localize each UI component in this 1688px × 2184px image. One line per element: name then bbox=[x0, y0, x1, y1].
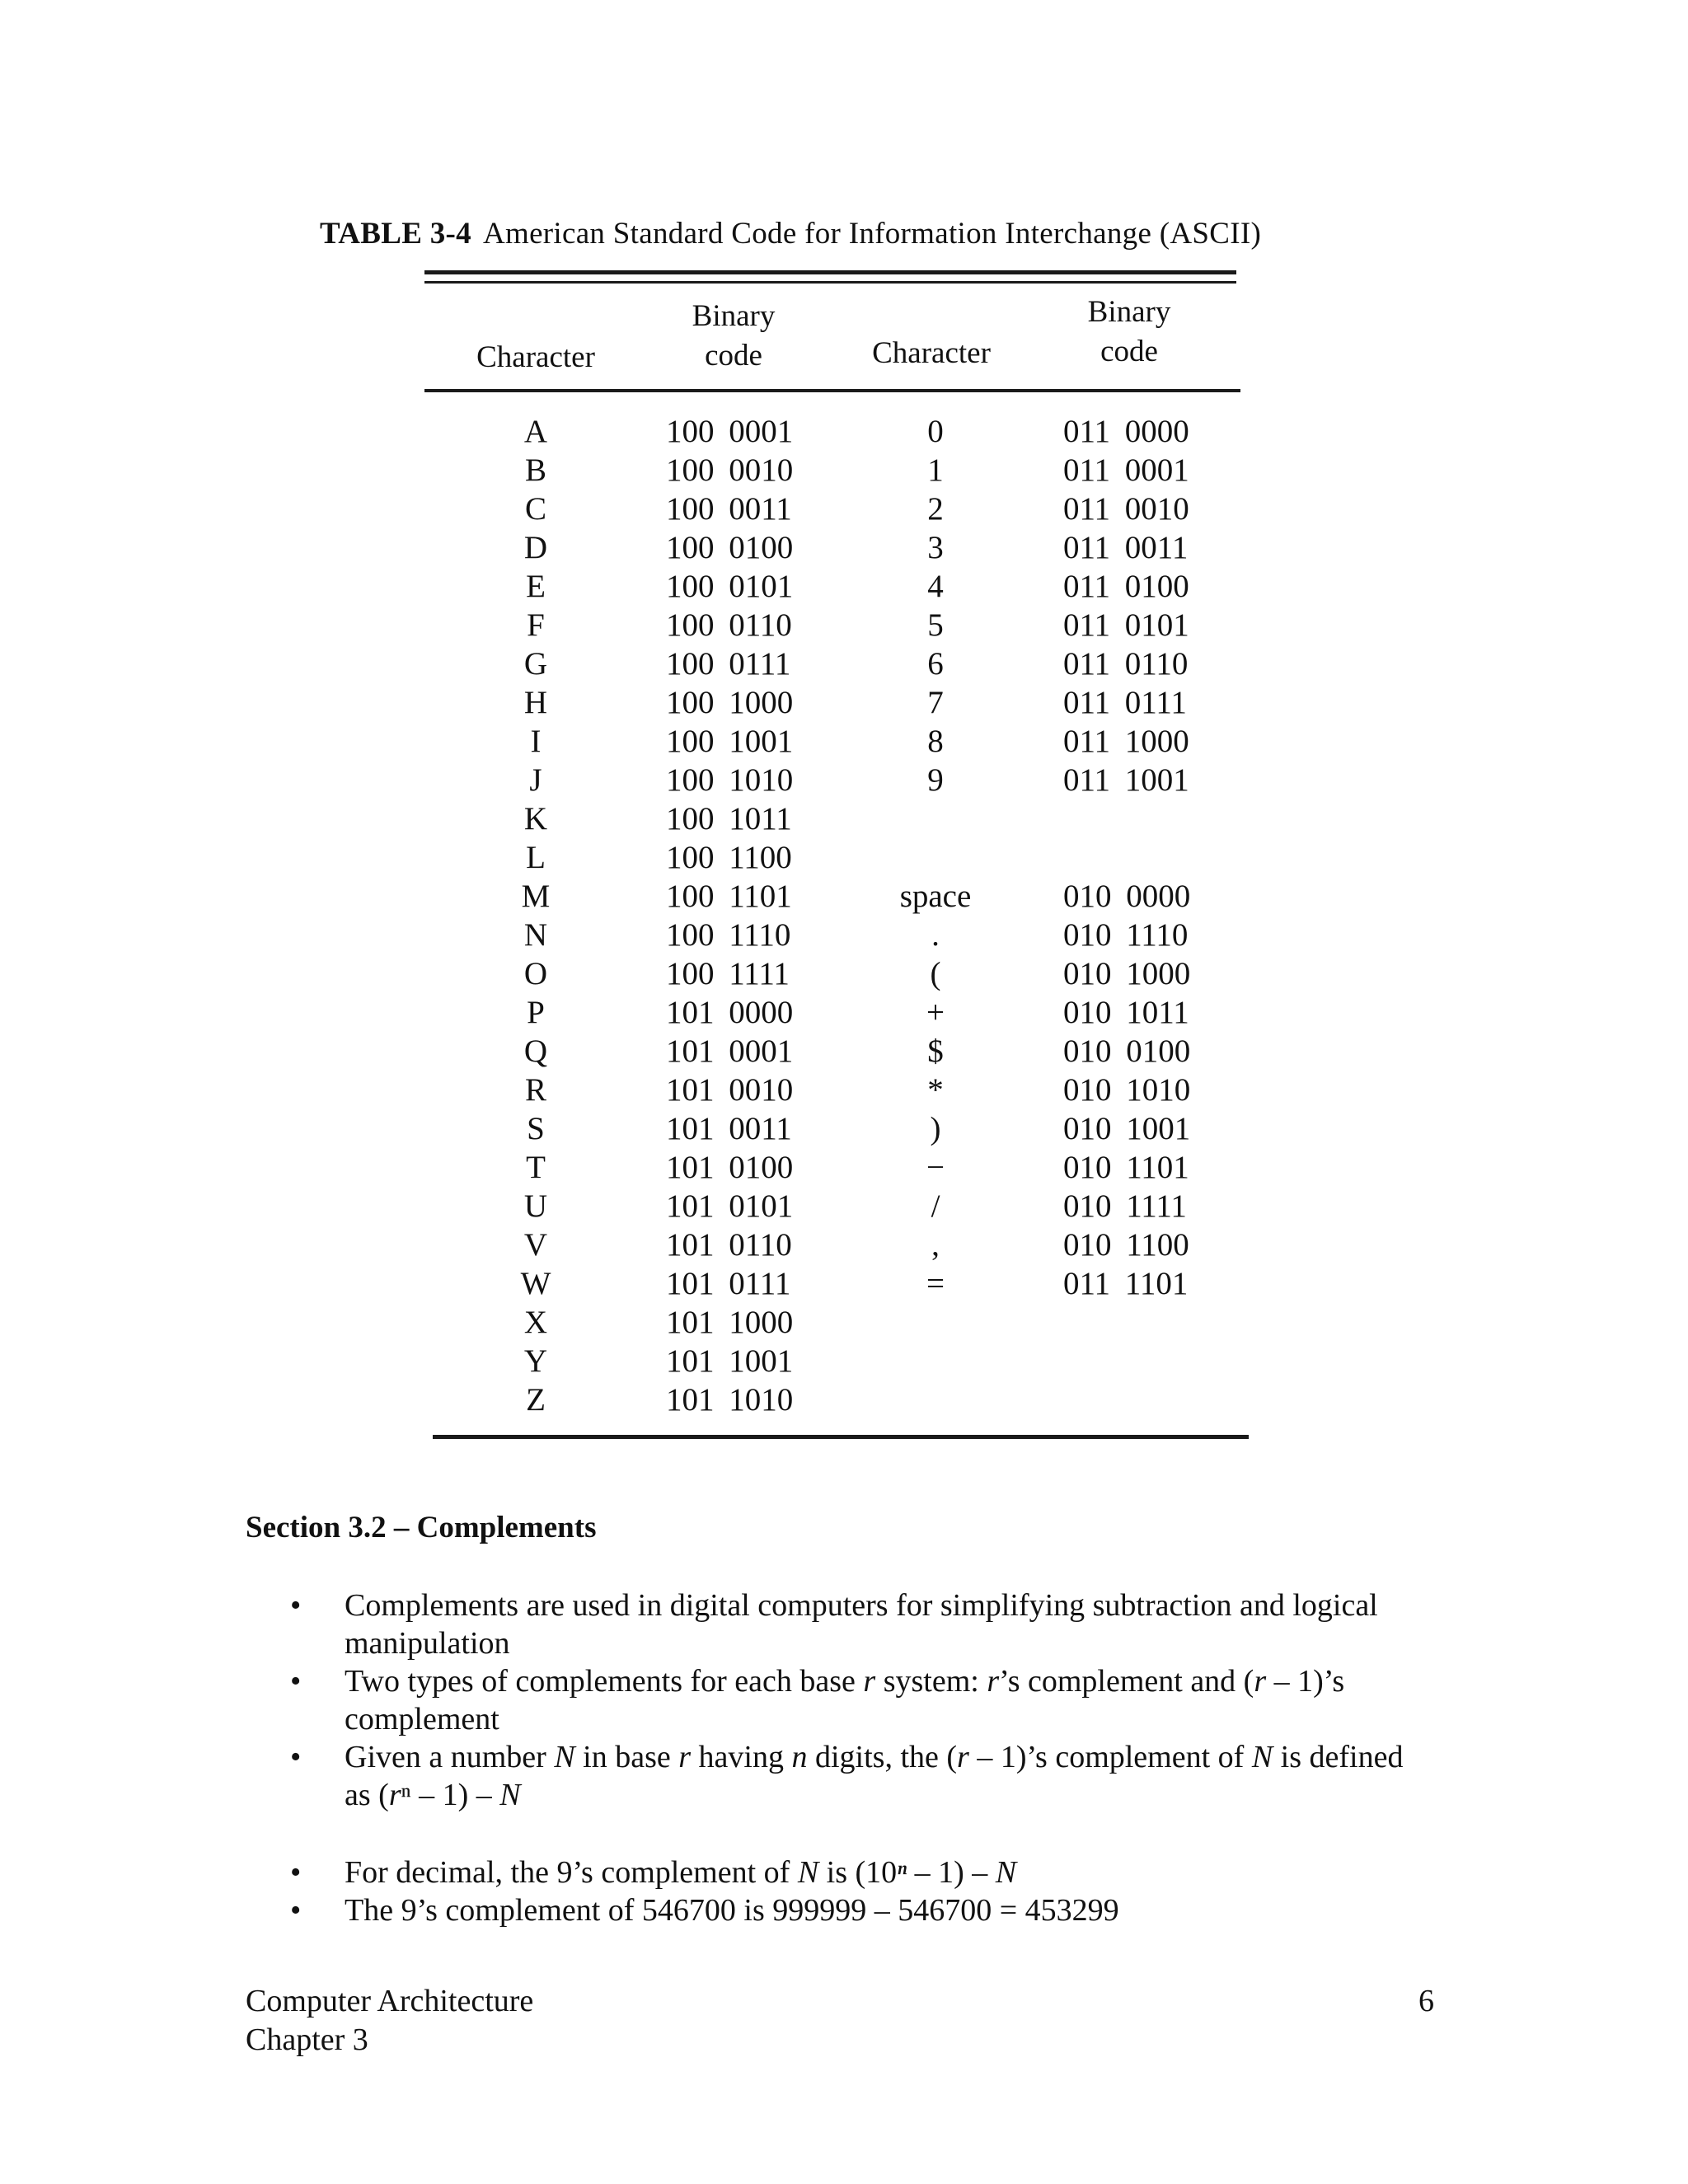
table-cell-other-code: 010 1010 bbox=[1063, 1072, 1191, 1108]
bullet-item bbox=[290, 1854, 1436, 1891]
bullet-item bbox=[290, 1891, 1436, 1929]
table-cell-letter-code: 100 0101 bbox=[666, 569, 794, 604]
table-cell-other-character: 2 bbox=[927, 491, 944, 527]
table-cell-letter: Q bbox=[523, 1033, 548, 1069]
table-cell-other-character: 9 bbox=[927, 762, 944, 798]
table-cell-letter: Z bbox=[526, 1382, 546, 1418]
table-cell-letter: A bbox=[523, 414, 548, 449]
header-binary-code-1-line2: code bbox=[705, 339, 762, 373]
table-cell-letter: W bbox=[520, 1266, 551, 1301]
table-cell-other-character: ( bbox=[930, 956, 941, 991]
bullet-item bbox=[290, 1586, 1436, 1662]
table-bottom-rule bbox=[433, 1435, 1249, 1439]
table-cell-letter: G bbox=[523, 646, 548, 682]
table-cell-other-code: 011 1101 bbox=[1063, 1266, 1189, 1301]
table-cell-letter: O bbox=[523, 956, 548, 991]
other-character-column bbox=[890, 412, 981, 1303]
table-cell-letter-code: 101 1000 bbox=[666, 1305, 794, 1340]
table-cell-other-character: − bbox=[926, 1150, 945, 1185]
bullet-dot-icon: • bbox=[290, 1588, 302, 1623]
bullet-dot-icon: • bbox=[290, 1740, 302, 1774]
table-cell-letter-code: 100 0001 bbox=[666, 414, 794, 449]
table-cell-other-code: 010 0000 bbox=[1063, 879, 1191, 914]
table-cell-letter-code: 101 0001 bbox=[666, 1033, 794, 1069]
table-cell-other-character: ) bbox=[930, 1111, 941, 1146]
table-top-rule-double bbox=[424, 281, 1236, 284]
table-cell-other-code: 010 1111 bbox=[1063, 1188, 1187, 1224]
table-cell-letter-code: 100 1101 bbox=[666, 879, 792, 914]
bullet-item bbox=[290, 1738, 1436, 1814]
table-cell-letter: N bbox=[523, 917, 548, 953]
bullet-text-5: The 9’s complement of 546700 is 999999 – 546700 = 453299 bbox=[345, 1893, 1119, 1928]
table-cell-letter: H bbox=[523, 685, 548, 720]
table-cell-letter-code: 100 1001 bbox=[666, 724, 794, 759]
table-cell-letter-code: 100 1110 bbox=[666, 917, 791, 953]
page-number: 6 bbox=[1418, 1984, 1434, 2018]
table-cell-letter: B bbox=[524, 452, 546, 488]
table-cell-other-code: 010 1000 bbox=[1063, 956, 1191, 991]
table-cell-letter-code: 101 0111 bbox=[666, 1266, 791, 1301]
table-cell-letter-code: 100 1000 bbox=[666, 685, 794, 720]
table-cell-letter-code: 101 0100 bbox=[666, 1150, 794, 1185]
header-character-2: Character bbox=[872, 336, 991, 370]
table-cell-other-character: 7 bbox=[927, 685, 944, 720]
table-cell-letter-code: 100 0011 bbox=[666, 491, 792, 527]
table-cell-other-character: 5 bbox=[927, 607, 944, 643]
table-cell-letter-code: 100 0010 bbox=[666, 452, 794, 488]
table-cell-letter-code: 101 1001 bbox=[666, 1343, 794, 1379]
table-caption-text: American Standard Code for Information Interchange (ASCII) bbox=[482, 217, 1262, 251]
footer-course: Computer Architecture bbox=[246, 1984, 534, 2018]
table-cell-letter-code: 100 0111 bbox=[666, 646, 791, 682]
table-cell-letter-code: 100 1100 bbox=[666, 840, 792, 875]
bullet-dot-icon: • bbox=[290, 1855, 302, 1890]
table-header-rule bbox=[424, 389, 1240, 392]
table-caption bbox=[320, 216, 1261, 251]
table-cell-other-code: 011 0101 bbox=[1063, 607, 1189, 643]
table-cell-other-character: 1 bbox=[927, 452, 944, 488]
table-cell-other-character: 0 bbox=[927, 414, 944, 449]
table-cell-letter-code: 101 0110 bbox=[666, 1227, 792, 1263]
table-cell-other-code bbox=[1063, 838, 1228, 877]
table-cell-letter: T bbox=[526, 1150, 546, 1185]
bullet-text-3: Given a number N in base r having n digits, the (r – 1)’s complement of N is defined as (rⁿ – 1) – N bbox=[345, 1740, 1404, 1812]
table-cell-other-code: 010 1100 bbox=[1063, 1227, 1189, 1263]
table-cell-letter: U bbox=[523, 1188, 548, 1224]
bullet-dot-icon: • bbox=[290, 1664, 302, 1699]
table-cell-other-character: $ bbox=[927, 1033, 944, 1069]
table-cell-other-code: 011 0001 bbox=[1063, 452, 1189, 488]
header-binary-code-2-line1: Binary bbox=[1087, 295, 1171, 329]
table-cell-letter-code: 100 1010 bbox=[666, 762, 794, 798]
table-cell-letter: F bbox=[527, 607, 545, 643]
table-top-rule bbox=[424, 270, 1236, 274]
table-cell-other-code: 011 0010 bbox=[1063, 491, 1189, 527]
table-cell-other-character: * bbox=[927, 1072, 944, 1108]
table-cell-letter: S bbox=[527, 1111, 545, 1146]
table-cell-letter: M bbox=[521, 879, 551, 914]
bullet-text-2: Two types of complements for each base r system: r’s complement and (r – 1)’s complement bbox=[345, 1664, 1345, 1736]
table-cell-letter-code: 101 0101 bbox=[666, 1188, 794, 1224]
table-cell-letter-code: 101 0000 bbox=[666, 995, 794, 1030]
table-cell-letter: R bbox=[524, 1072, 546, 1108]
table-cell-other-character: space bbox=[899, 879, 972, 914]
table-cell-letter: Y bbox=[523, 1343, 548, 1379]
bullet-text-4: For decimal, the 9’s complement of N is (10ⁿ – 1) – N bbox=[345, 1855, 1017, 1890]
table-cell-other-character: , bbox=[931, 1227, 940, 1263]
footer-chapter: Chapter 3 bbox=[246, 2022, 368, 2057]
table-cell-other-character: 6 bbox=[927, 646, 944, 682]
table-cell-letter-code: 100 0100 bbox=[666, 530, 794, 565]
table-cell-other-character bbox=[890, 799, 981, 838]
table-cell-letter-code: 101 0011 bbox=[666, 1111, 792, 1146]
table-cell-other-code: 011 1001 bbox=[1063, 762, 1189, 798]
table-cell-other-code bbox=[1063, 799, 1228, 838]
bullet-item bbox=[290, 1662, 1436, 1738]
header-character-1: Character bbox=[476, 340, 595, 374]
letter-column bbox=[495, 412, 577, 1419]
table-cell-other-character: 4 bbox=[927, 569, 944, 604]
table-cell-letter-code: 101 1010 bbox=[666, 1382, 794, 1418]
table-cell-letter: P bbox=[527, 995, 545, 1030]
table-cell-letter: L bbox=[526, 840, 546, 875]
table-cell-other-character: = bbox=[926, 1266, 945, 1301]
table-cell-other-character: + bbox=[926, 995, 945, 1030]
table-cell-other-code: 010 1101 bbox=[1063, 1150, 1189, 1185]
header-binary-code-2 bbox=[1055, 293, 1203, 372]
table-cell-other-character bbox=[890, 838, 981, 877]
table-cell-other-code: 011 1000 bbox=[1063, 724, 1189, 759]
header-binary-code-1-line1: Binary bbox=[692, 299, 776, 333]
table-cell-other-code: 010 1011 bbox=[1063, 995, 1189, 1030]
bullet-list bbox=[290, 1586, 1436, 1929]
table-cell-other-code: 011 0000 bbox=[1063, 414, 1189, 449]
table-cell-letter: C bbox=[524, 491, 546, 527]
table-cell-letter-code: 100 0110 bbox=[666, 607, 792, 643]
table-cell-other-code: 010 0100 bbox=[1063, 1033, 1191, 1069]
table-cell-letter: I bbox=[530, 724, 542, 759]
table-cell-letter-code: 101 0010 bbox=[666, 1072, 794, 1108]
table-cell-other-character: 8 bbox=[927, 724, 944, 759]
table-cell-letter: V bbox=[523, 1227, 548, 1263]
table-cell-letter: K bbox=[523, 801, 548, 837]
table-cell-letter: X bbox=[523, 1305, 548, 1340]
table-cell-other-code: 011 0011 bbox=[1063, 530, 1189, 565]
footer-left bbox=[246, 1982, 533, 2060]
table-cell-other-code: 010 1001 bbox=[1063, 1111, 1191, 1146]
table-cell-letter-code: 100 1111 bbox=[666, 956, 790, 991]
table-cell-letter: D bbox=[523, 530, 548, 565]
bullet-text-1: Complements are used in digital computers for simplifying subtraction and logical manipulation bbox=[345, 1588, 1378, 1661]
table-cell-other-character: . bbox=[931, 917, 940, 953]
table-cell-letter: J bbox=[529, 762, 542, 798]
table-cell-other-code: 011 0111 bbox=[1063, 685, 1187, 720]
table-cell-letter-code: 100 1011 bbox=[666, 801, 792, 837]
other-code-column bbox=[1063, 412, 1228, 1303]
table-cell-letter: E bbox=[526, 569, 546, 604]
table-caption-label: TABLE 3-4 bbox=[320, 217, 471, 251]
bullet-dot-icon: • bbox=[290, 1893, 302, 1928]
letter-code-column bbox=[666, 412, 831, 1419]
table-cell-other-code: 010 1110 bbox=[1063, 917, 1189, 953]
header-binary-code-2-line2: code bbox=[1100, 335, 1158, 368]
header-binary-code-1 bbox=[659, 297, 808, 376]
table-cell-other-code: 011 0110 bbox=[1063, 646, 1189, 682]
section-title: Section 3.2 – Complements bbox=[246, 1511, 597, 1544]
table-cell-other-code: 011 0100 bbox=[1063, 569, 1189, 604]
table-cell-other-character: / bbox=[931, 1188, 940, 1224]
table-cell-other-character: 3 bbox=[927, 530, 944, 565]
